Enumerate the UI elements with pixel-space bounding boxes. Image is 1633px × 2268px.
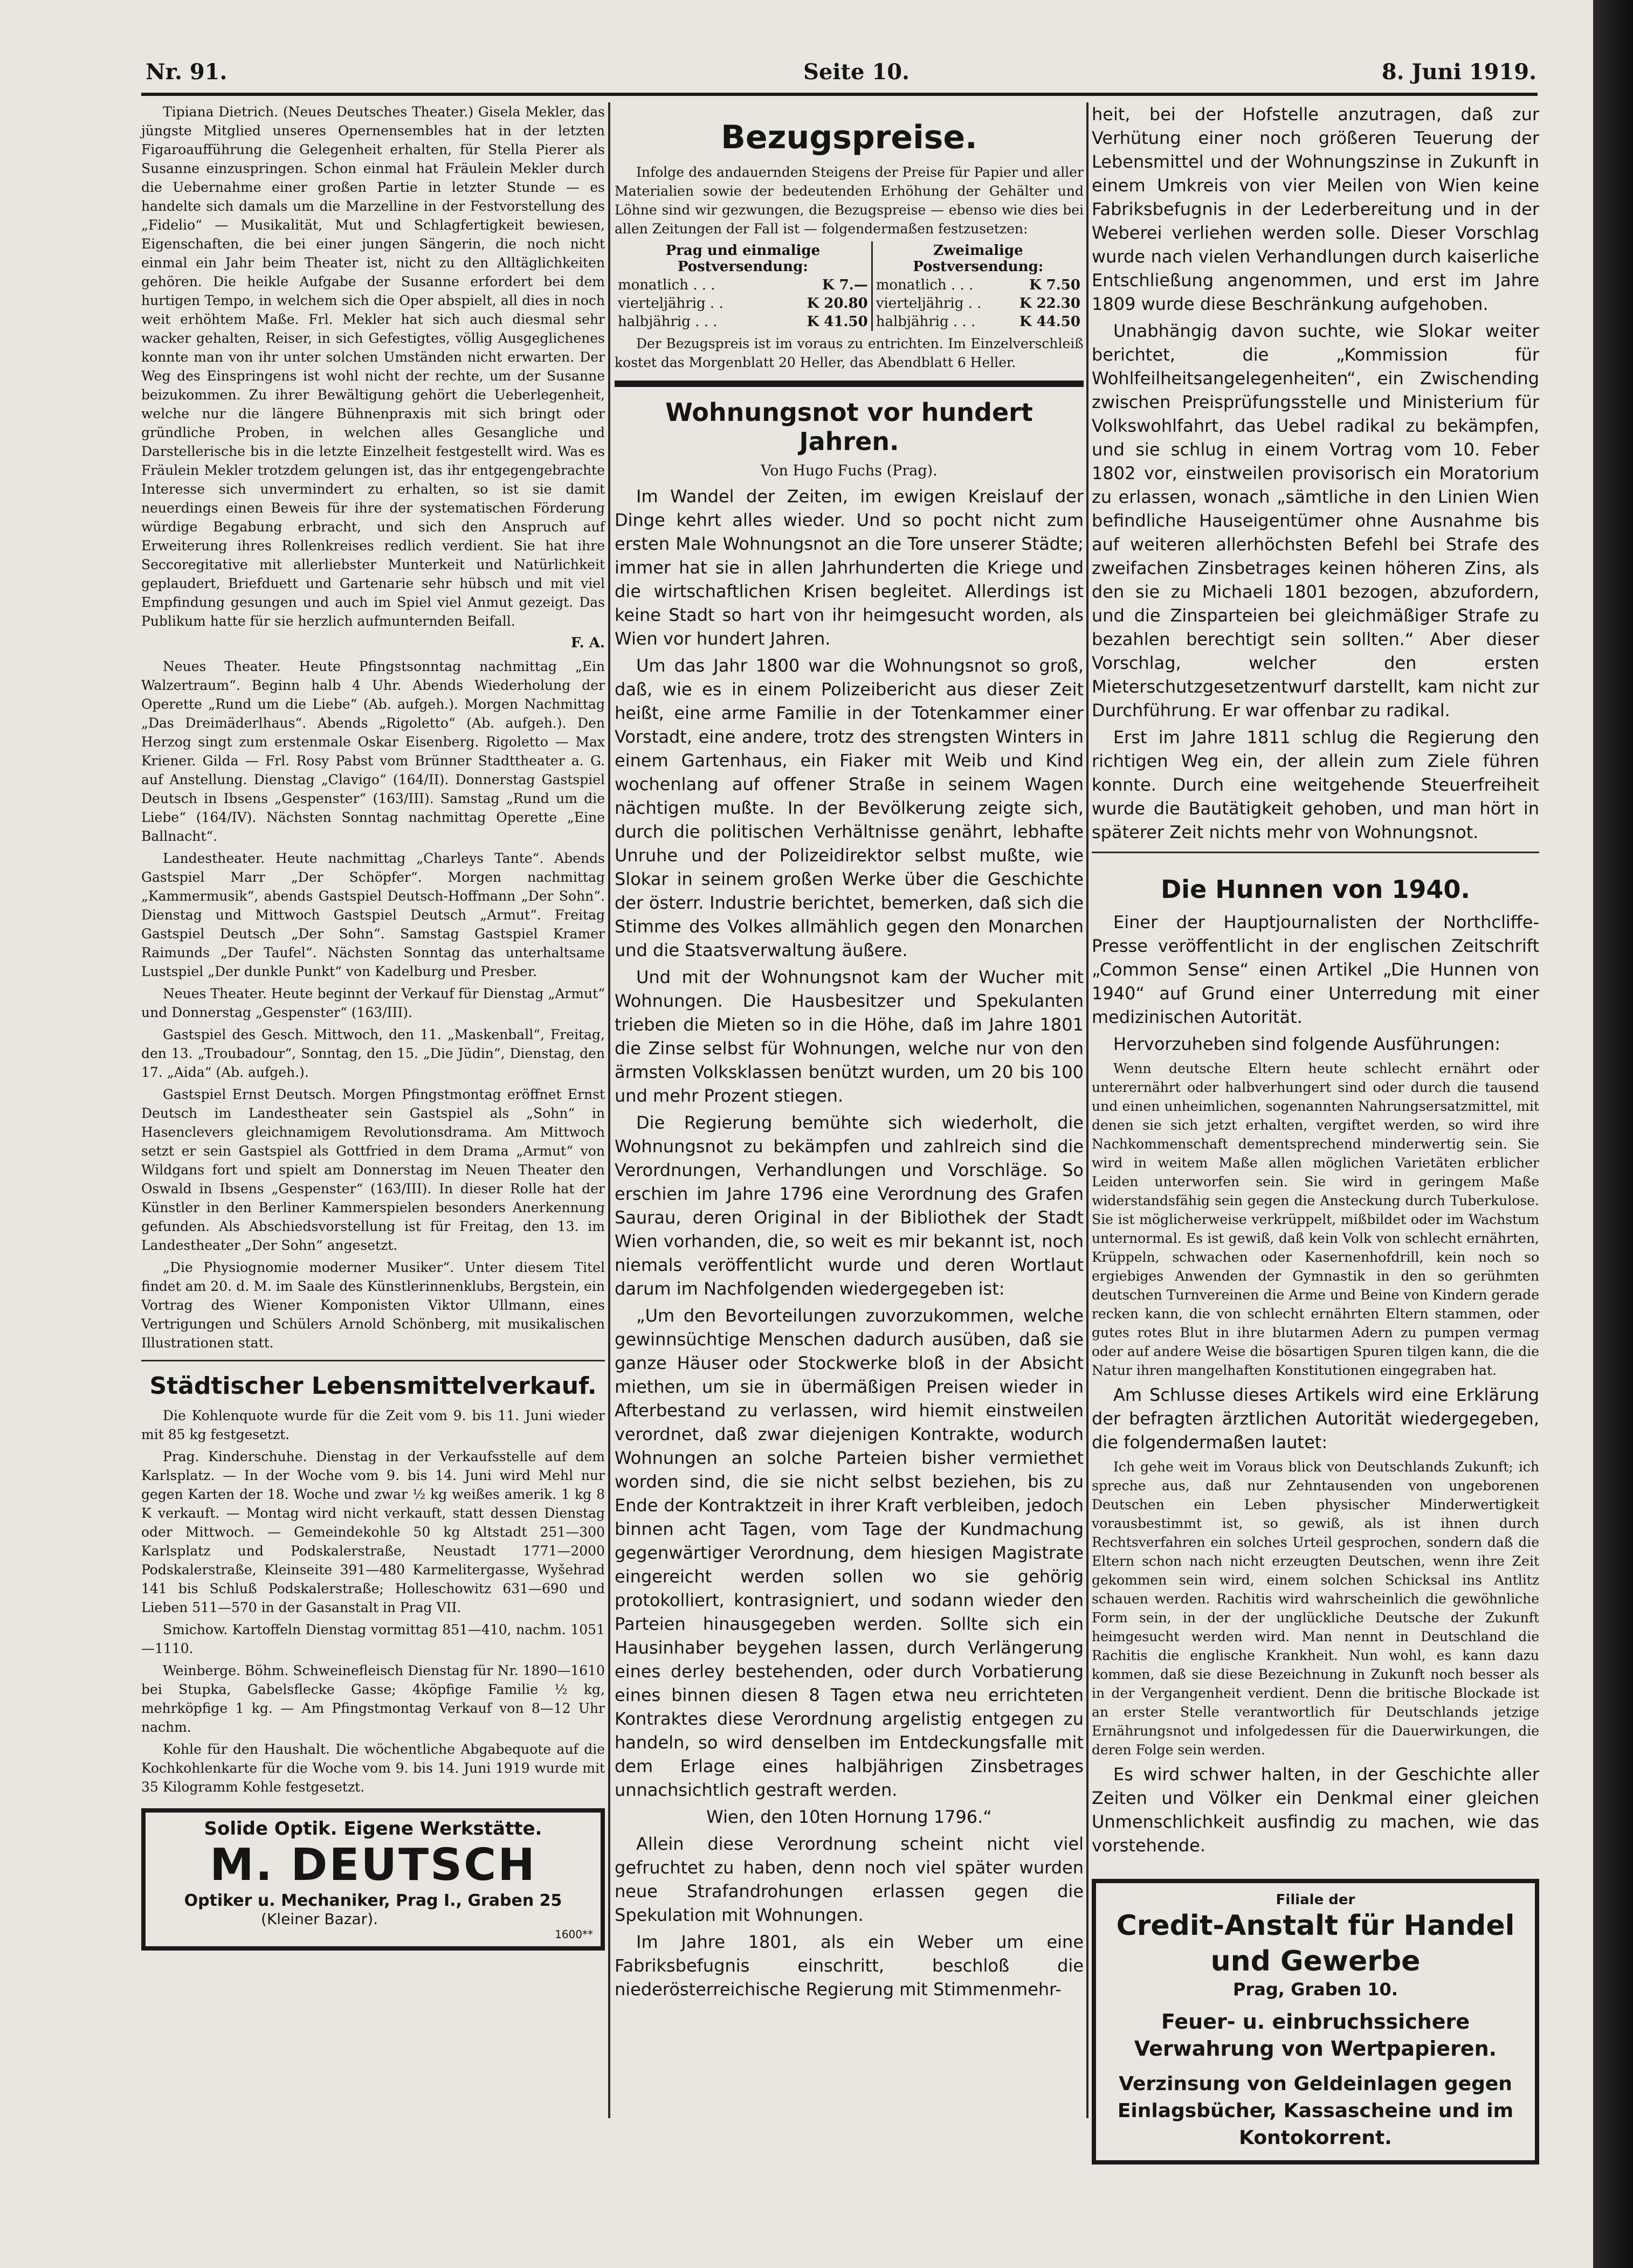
article-paragraph: Im Wandel der Zeiten, im ewigen Kreislauf der Dinge kehrt alles wieder. Und so pocht nicht zum ersten Male Wohnungsnot an die Tore unserer Städte; immer hat sie in allen Jahrhunderten die Kriege und die wirtschaftlichen Krisen begleitet. Allerdings ist keine Stadt so hart von ihr heimgesucht worden, als Wien vor hundert Jahren. <box>615 486 1084 649</box>
article-paragraph: Im Jahre 1801, als ein Weber um eine Fabriksbefugnis einschritt, beschloß die niederösterreichische Regierung mit Stimmenmehr- <box>615 1932 1084 2000</box>
wohnungsnot-article <box>615 485 1084 2001</box>
price-label: halbjährig . . . <box>618 314 718 330</box>
article-paragraph: Unabhängig davon suchte, wie Slokar weiter berichtet, die „Kommission für Wohlfeilheitsangelegenheiten“, ein Zwischending zwischen Preisprüfungsstelle und Ministerium für Volkswohlfahrt, das Uebel radikal zu bekämpfen, und sie schlug in einem Vortrag vom 10. Feber 1802 vor, einstweilen provisorisch ein Moratorium zu erlassen, wonach „sämtliche in den Linien Wien befindliche Hauseigentümer ohne Ausnahme bis auf weiteren allerhöchsten Befehl bei Strafe des zweifachen Zinsbetrages keinen höheren Zins, als den sie zu Michaeli 1801 bezogen, abzufordern, und die Zinsparteien bei gleichmäßiger Strafe zu bezahlen berechtigt sein sollten.“ Aber dieser Vorschlag, welcher den ersten Mieterschutzgesetzentwurf darstellt, kam nicht zur Durchführung. Er war offenbar zu radikal. <box>1092 321 1539 721</box>
notice-item: Gastspiel des Gesch. Mittwoch, den 11. „Maskenball“, Freitag, den 13. „Troubadour“, Sonntag, den 15. „Die Jüdin“, Dienstag, den 17. „Aida“ (Ab. aufgeh.). <box>141 1027 605 1080</box>
article-paragraph: Hervorzuheben sind folgende Ausführungen: <box>1113 1034 1501 1054</box>
price-label: monatlich . . . <box>618 277 715 293</box>
price-label: halbjährig . . . <box>872 313 1002 331</box>
wohnungsnot-continuation <box>1092 102 1539 844</box>
issue-date: 8. Juni 1919. <box>1381 59 1536 85</box>
ad-address: Prag, Graben 10. <box>1233 1979 1398 2000</box>
article-paragraph: Allein diese Verordnung scheint nicht viel gefruchtet zu haben, denn noch viel später wurden neue Strafandrohungen erlassen gegen die Spekulation mit Wohnungen. <box>615 1834 1084 1925</box>
theater-review <box>141 102 605 653</box>
column-right <box>1092 102 1539 2149</box>
list-item: Die Kohlenquote wurde für die Zeit vom 9. bis 11. Juni wieder mit 85 kg festgesetzt. <box>141 1408 605 1442</box>
bezugspreise-note-block <box>615 334 1084 372</box>
article-paragraph: Es wird schwer halten, in der Geschichte aller Zeiten und Völker ein Denkmal einer gleichen Unmenschlichkeit ausfindig zu machen, wie das vorstehende. <box>1092 1764 1539 1856</box>
ad-address: Optiker u. Mechaniker, Prag I., Graben 25 <box>184 1891 562 1910</box>
article-paragraph: Am Schlusse dieses Artikels wird eine Erklärung der befragten ärztlichen Autorität wiedergegeben, die folgendermaßen lautet: <box>1092 1385 1539 1453</box>
column-divider <box>608 102 610 2118</box>
hunnen-article-cont <box>1092 1383 1539 1454</box>
article-paragraph: Einer der Hauptjournalisten der Northcliffe-Presse veröffentlicht in der englischen Zeitschrift „Common Sense“ einen Artikel „Die Hunnen von 1940“ auf Grund einer Unterredung mit einer medizinischen Autorität. <box>1092 912 1539 1027</box>
price-value: K 7.— <box>822 277 868 293</box>
hunnen-article <box>1092 910 1539 1056</box>
review-signature: F. A. <box>570 635 605 651</box>
section-rule <box>615 381 1084 387</box>
hunnen-quote-block <box>1092 1457 1539 1759</box>
price-label: vierteljährig . . <box>618 295 724 312</box>
header-rule <box>141 93 1538 96</box>
section-rule <box>1092 852 1539 853</box>
page-header <box>146 59 1536 92</box>
price-table <box>615 241 1084 331</box>
bezugspreise-headline: Bezugspreise. <box>721 119 977 156</box>
price-value: K 20.80 <box>807 295 868 312</box>
ad-service: Verzinsung von Geldeinlagen gegen Einlagsbücher, Kassascheine und im Kontokorrent. <box>1117 2073 1514 2149</box>
article-quote: Ich gehe weit im Voraus blick von Deutschlands Zukunft; ich spreche aus, daß nur Zehntausenden von ungeborenen Deutschen ein Leben physischer Minderwertigkeit vorausbestimmt ist, so gewiß, als ist ihnen durch Rechtsverfahren ein solches Urteil gesprochen, sondern daß die Eltern schon nach nicht erzeugten Deutschen, wenn ihre Zeit gekommen sein wird, einem solchen Schicksal ins Antlitz schauen werden. Rachitis wird wahrscheinlich die gewöhnliche Form sein, in der der unglückliche Deutsche der Zukunft heimgesucht werden wird. Man nennt in Deutschland die Rachitis die englische Krankheit. Nun wohl, es kann dazu kommen, daß sie diese Bezeichnung in Zukunft noch besser als in der Vergangenheit verdient. Denn die britische Blockade ist an erster Stelle verantwortlich für Deutschlands jetzige Ernährungsnot und infolgedessen für die Dauerwirkungen, die deren Folge sein werden. <box>1092 1459 1539 1758</box>
ad-location-note: (Kleiner Bazar). <box>261 1910 378 1928</box>
list-item: Weinberge. Böhm. Schweinefleisch Dienstag für Nr. 1890—1610 bei Stupka, Gabelsflecke Gasse; 4köpfige Familie ½ kg, mehrköpfige 1 kg. — Am Pfingstmontag Verkauf von 8—12 Uhr nachm. <box>141 1663 605 1735</box>
column-left <box>141 102 605 2118</box>
list-item: Prag. Kinderschuhe. Dienstag in der Verkaufsstelle auf dem Karlsplatz. — In der Woche vom 9. bis 14. Juni wird Mehl nur gegen Karten der 18. Woche und zwar ½ kg weißes amerik. 1 kg 8 K verkauft. — Montag wird nicht verkauft, statt dessen Dienstag oder Mittwoch. — Gemeindekohle 50 kg Altstadt 251—300 Karlsplatz und Podskalerstraße, Neustadt 1771—2000 Podskalerstraße, Kleinseite 391—480 Karmelitergasse, Wyšehrad 141 bis Schluß Podskalerstraße; Holleschowitz 631—690 und Lieben 511—570 in der Gasanstalt in Prag VII. <box>141 1449 605 1615</box>
column-divider <box>1086 102 1088 2118</box>
ad-branch-label: Filiale der <box>1276 1892 1355 1908</box>
article-paragraph: Erst im Jahre 1811 schlug die Regierung den richtigen Weg ein, der allein zum Ziele führen konnte. Durch eine weitgehende Steuerfreiheit wurde die Bautätigkeit gehoben, und man hört in späterer Zeit nichts mehr von Wohnungsnot. <box>1092 727 1539 842</box>
notice-item: Landestheater. Heute nachmittag „Charleys Tante“. Abends Gastspiel Marr „Der Schöpfer“. Morgen nachmittag „Kammermusik“, abends Gastspiel Deutsch-Hoffmann „Der Sohn“. Dienstag und Mittwoch Gastspiel Deutsch „Armut“. Freitag Gastspiel Deutsch „Der Sohn“. Samstag Gastspiel Kramer Raimunds „Der Taufel“. Nächsten Sonntag das unterhaltsame Lustspiel „Der dunkle Punkt“ von Kadelburg und Presber. <box>141 850 605 979</box>
optician-advertisement <box>141 1808 605 1951</box>
notice-item: Gastspiel Ernst Deutsch. Morgen Pfingstmontag eröffnet Ernst Deutsch im Landestheater sein Gastspiel als „Sohn“ in Hasenclevers gleichnamigem Revolutionsdrama. Am Mittwoch setzt er sein Gastspiel als Gottfried in dem Drama „Armut“ von Wildgans fort und spielt am Donnerstag im Neuen Theater den Oswald in Ibsens „Gespenster“ (163/III). In dieser Rolle hat der Künstler in den Berliner Kammerspielen besonders Anerkennung gefunden. Als Abschiedsvorstellung ist für Freitag, den 13. im Landestheater „Der Sohn“ angesetzt. <box>141 1087 605 1253</box>
ad-tagline: Solide Optik. Eigene Werkstätte. <box>204 1818 542 1840</box>
article-quote: „Um den Bevorteilungen zuvorzukommen, welche gewinnsüchtige Menschen dadurch ausüben, daß sie ganze Häuser oder Stockwerke bloß in der Absicht miethen, um sie in übermäßigen Preisen wieder in Afterbestand zu verlassen, wird hiemit einstweilen verordnet, daß zwar diejenigen Kontrakte, wodurch Wohnungen an solche Parteien bisher vermiethet worden sind, die sie nicht selbst beziehen, bis zu Ende der Kontraktzeit in ihrer Kraft verbleiben, jedoch binnen acht Tagen, vom Tage der Kundmachung gegenwärtiger Verordnung, dem hiesigen Magistrate eingereicht werden sollen wo sie gehörig protokolliert, kontrasigniert, und sodann wieder den Parteien hinausgegeben werden. Sollte sich ein Hausinhaber beygehen lassen, durch Verlängerung eines derley bestehenden, oder durch Vorbatierung eines binnen diesen 8 Tagen etwa neu errichteten Kontraktes diese Verordnung argelistig entgegen zu handeln, so wird denselben im Entdeckungsfalle mit dem Erlage eines halbjährigen Zinsbetrages unnachsichtlich gestraft werden. <box>615 1305 1084 1800</box>
page-number: Seite 10. <box>803 59 909 85</box>
scan-edge <box>1593 0 1633 2268</box>
price-value: K 22.30 <box>1019 295 1080 312</box>
ad-business-name: M. DEUTSCH <box>210 1840 536 1891</box>
list-item: Kohle für den Haushalt. Die wöchentliche Abgabequote auf die Kochkohlenkarte für die Woche vom 9. bis 14. Juni 1919 wurde mit 35 Kilogramm Kohle festgesetzt. <box>141 1741 605 1795</box>
hunnen-closing-block <box>1092 1762 1539 1857</box>
bank-advertisement <box>1092 1879 1539 2165</box>
section-rule <box>141 1360 605 1361</box>
ad-service: Feuer- u. einbruchssichere Verwahrung von Wertpapieren. <box>1134 2010 1497 2060</box>
bezugspreise-intro: Infolge des andauernden Steigens der Preise für Papier und aller Materialien sowie der bedeutenden Erhöhung der Gehälter und Löhne sind wir gezwungen, die Bezugspreise — ebenso wie dies bei allen Zeitungen der Fall ist — folgendermaßen festzusetzen: <box>615 164 1084 237</box>
theater-notices <box>141 657 605 1352</box>
article-paragraph: Und mit der Wohnungsnot kam der Wucher mit Wohnungen. Die Hausbesitzer und Spekulanten trieben die Mieten so in die Höhe, daß im Jahre 1801 die Zinse selbst für Wohnungen, welche nur von den ärmsten Volksklassen benützt wurden, um 20 bis 100 und mehr Prozent stiegen. <box>615 967 1084 1106</box>
article-byline: Von Hugo Fuchs (Prag). <box>761 462 938 479</box>
price-head-right: Zweimalige Postversendung: <box>872 241 1084 276</box>
bezugspreise-intro-block <box>615 163 1084 238</box>
article-paragraph: Um das Jahr 1800 war die Wohnungsnot so groß, daß, wie es in einem Polizeibericht aus dieser Zeit heißt, eine arme Familie in der Totenkammer einer Vorstadt, eine andere, trotz des strengsten Winters in einem Gartenhaus, ein Fiaker mit Weib und Kind wochenlang auf offener Straße in seinem Wagen nächtigen mußte. In der Bevölkerung zeigte sich, durch die politischen Verhältnisse genährt, lebhafte Unruhe und der Polizeidirektor selbst mußte, wie Slokar in seinem großen Werke über die Geschichte der österr. Industrie berichtet, bemerken, daß sich die Stimme des Volkes allmählich gegen den Monarchen und die Staatsverwaltung äußere. <box>615 655 1084 960</box>
quote-dateline: Wien, den 10ten Hornung 1796.“ <box>706 1807 992 1827</box>
price-value: K 44.50 <box>1019 314 1080 330</box>
table-row <box>615 276 1084 294</box>
article-paragraph: Die Regierung bemühte sich wiederholt, die Wohnungsnot zu bekämpfen und zahlreich sind die Verordnungen, Verhandlungen und Vorschläge. So erschien im Jahre 1796 eine Verordnung des Grafen Saurau, deren Original in der Bibliothek der Stadt Wien vorhanden, die, so weit es mir bekannt ist, noch niemals veröffentlicht wurde und deren Wortlaut darum im Nachfolgenden wiedergegeben ist: <box>615 1112 1084 1299</box>
ad-code: 1600** <box>555 1928 593 1941</box>
lebensmittel-list <box>141 1406 605 1796</box>
table-row <box>615 294 1084 313</box>
lebensmittel-headline: Städtischer Lebensmittelverkauf. <box>149 1372 597 1400</box>
price-head-left: Prag und einmalige Postversendung: <box>665 243 821 275</box>
ad-bank-name: Credit-Anstalt für Handel und Gewerbe <box>1116 1910 1515 1977</box>
bezugspreise-note: Der Bezugspreis ist im voraus zu entrichten. Im Einzelverschleiß kostet das Morgenblatt 20 Heller, das Abendblatt 6 Heller. <box>615 336 1084 370</box>
article-quote: Wenn deutsche Eltern heute schlecht ernährt oder unterernährt oder halbverhungert sind oder durch die tausend und einen unheimlichen, sogenannten Nahrungsersatzmittel, mit denen sie sich jetzt erhalten, vergiftet werden, so wird ihre Nachkommenschaft dementsprechend minderwertig sein. Sie wird in weitem Maße allen möglichen Varietäten erblicher Leiden unterworfen sein. Sie wird in geringem Maße widerstandsfähig sein gegen die Ansteckung durch Tuberkulose. Sie ist möglicherweise verkrüppelt, mißbildet oder im Wachstum unternormal. Es ist gewiß, daß kein Volk von schlecht ernährten, Krüppeln, schwachen oder Kasernenhofdrill, kein noch so ergiebiges Anwenden der Gymnastik in den so gerühmten deutschen Turnvereinen die Arme und Beine von Kindern gerade recken kann, die von schlecht ernährten Eltern stammen, oder gutes rotes Blut in ihre blutarmen Adern zu pumpen vermag oder auf andere Weise die bösartigen Spuren tilgen kann, die die Natur ihren mangelhaften Konstitutionen eingegraben hat. <box>1092 1061 1539 1378</box>
review-paragraph: Tipiana Dietrich. (Neues Deutsches Theater.) Gisela Mekler, das jüngste Mitglied unseres Opernensembles hat in der letzten Figaroaufführung die Gelegenheit erhalten, für Stella Pierer als Susanne einzuspringen. Schon einmal hat Fräulein Mekler durch die Uebernahme einer großen Partie in letzter Stunde — es handelte sich damals um die Marzelline in der Festvorstellung des „Fidelio“ — Musikalität, Mut und Schlagfertigkeit bewiesen, Eigenschaften, die bei einer jungen Sängerin, die noch nicht einmal ein Jahr beim Theater ist, nicht zu den Alltäglichkeiten gehören. Die heikle Aufgabe der Susanne erfordert bei dem hurtigen Tempo, in welchem sich die Oper abspielt, all dies in noch weit erhöhtem Maße. Frl. Mekler hat sich auch diesmal sehr wacker gehalten, Reiser, in sich Gefestigtes, völlig Ausgeglichenes konnte man von ihr unter solchen Umständen nicht erwarten. Der Weg des Einspringens ist wohl nicht der rechte, um der Susanne beizukommen. Zu ihrer Bewältigung gehört die Ueberlegenheit, welche nur die längere Bühnenpraxis mit sich bringt oder gründliche Proben, in welchen alles Gesangliche und Darstellerische bis in die letzte Einzelheit festgestellt wird. Was es Fräulein Mekler trotzdem gelungen ist, das ihr entgegengebrachte Interesse sich unvermindert zu erhalten, so ist sie damit neuerdings einen Beweis für ihre der systematischen Förderung würdige Begabung erbracht, und sich den Anspruch auf Erweiterung ihres Rollenkreises redlich verdient. Sie hat ihre Seccoregitative mit allerliebster Munterkeit und Natürlichkeit geplaudert, Briefduett und Gartenarie sehr hübsch und mit viel Empfindung gesungen und auch im Spiel viel Anmut gezeigt. Das Publikum hatte für sie herzlich aufmunternden Beifall. <box>141 104 605 629</box>
column-middle <box>615 102 1084 2118</box>
notice-item: „Die Physiognomie moderner Musiker“. Unter diesem Titel findet am 20. d. M. im Saale des Künstlerinnenklubs, Bergstein, ein Vortrag des Wiener Komponisten Viktor Ullmann, eines Vertrigungen und Schülers Arnold Schönberg, mit musikalischen Illustrationen statt. <box>141 1260 605 1351</box>
price-value: K 41.50 <box>807 314 868 330</box>
notice-item: Neues Theater. Heute Pfingstsonntag nachmittag „Ein Walzertraum“. Beginn halb 4 Uhr. Abends Wiederholung der Operette „Rund um die Liebe“ (Ab. aufgeh.). Morgen Nachmittag „Das Dreimäderlhaus“. Abends „Rigoletto“ (Ab. aufgeh.). Den Herzog singt zum erstenmale Oskar Eisenberg. Rigoletto — Max Kriener. Gilda — Frl. Rosy Pabst vom Brünner Stadttheater a. G. auf Anstellung. Dienstag „Clavigo“ (164/II). Donnerstag Gastspiel Deutsch in Ibsens „Gespenster“ (163/III). Samstag „Rund um die Liebe“ (164/IV). Nächsten Sonntag nachmittag Operette „Eine Ballnacht“. <box>141 659 605 844</box>
price-label: vierteljährig . . <box>872 294 1002 313</box>
article-paragraph: heit, bei der Hofstelle anzutragen, daß zur Verhütung einer noch größeren Teuerung der Lebensmittel und der Wohnungszinse in Zukunft in einem Umkreis von vier Meilen von Wien keine Fabriksbefugnis in der Lederbereitung und in der Weberei verliehen werden solle. Dieser Vorschlag wurde nach vielen Verhandlungen durch kaiserliche Entschließung angenommen, und erst im Jahre 1809 wurde diese Beschränkung aufgehoben. <box>1092 104 1539 314</box>
list-item: Smichow. Kartoffeln Dienstag vormittag 851—410, nachm. 1051—1110. <box>141 1622 605 1656</box>
issue-number: Nr. 91. <box>146 59 228 85</box>
hunnen-quote-block <box>1092 1059 1539 1380</box>
hunnen-headline: Die Hunnen von 1940. <box>1161 875 1470 904</box>
notice-item: Neues Theater. Heute beginnt der Verkauf für Dienstag „Armut“ und Donnerstag „Gespenster“ (163/III). <box>141 986 605 1020</box>
price-label: monatlich . . . <box>872 276 1002 294</box>
table-row <box>615 313 1084 331</box>
wohnungsnot-headline: Wohnungsnot vor hundert Jahren. <box>665 398 1033 456</box>
price-value: K 7.50 <box>1029 277 1080 293</box>
